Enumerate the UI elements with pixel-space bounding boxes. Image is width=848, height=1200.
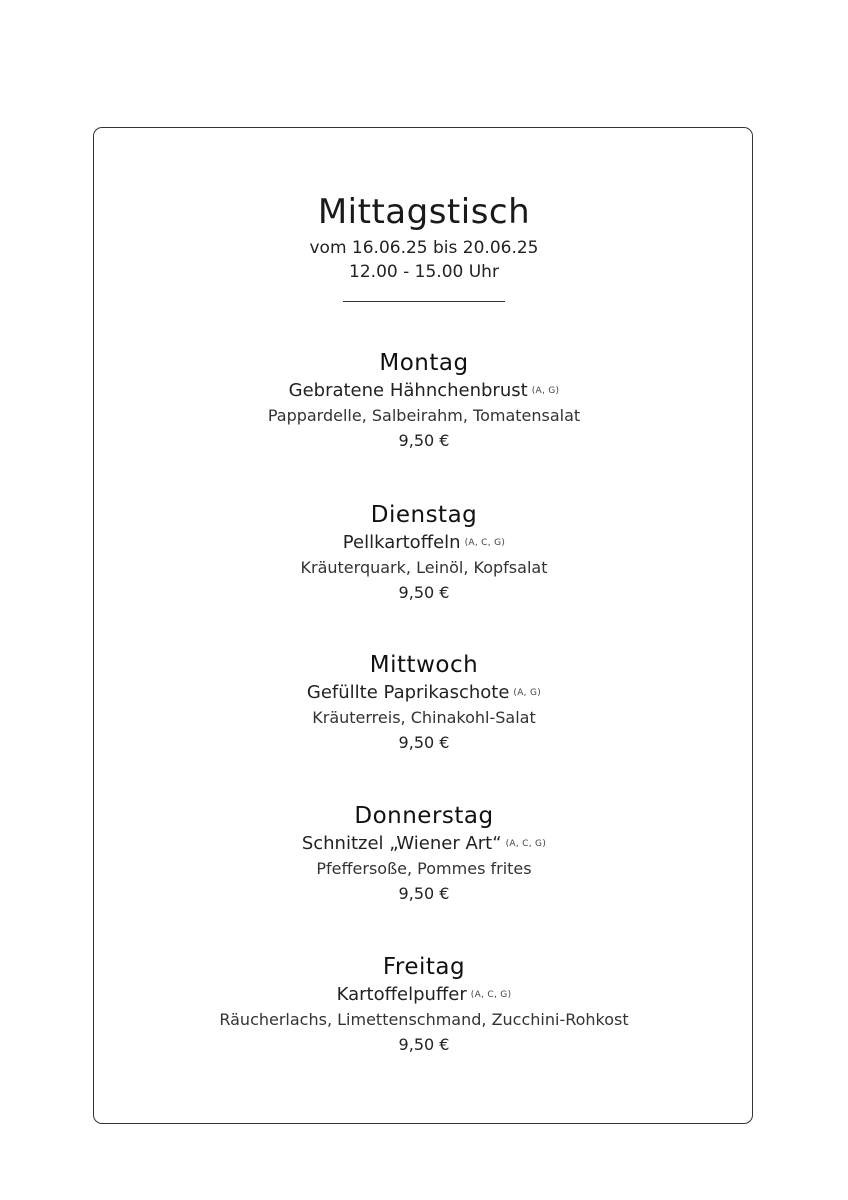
day-name: Dienstag — [370, 502, 478, 528]
dish-price: 9,50 € — [398, 1035, 450, 1054]
day-block-montag — [0, 348, 848, 454]
dish-sides: Pappardelle, Salbeirahm, Tomatensalat — [267, 406, 581, 425]
dish-price: 9,50 € — [398, 884, 450, 903]
day-block-dienstag — [0, 500, 848, 606]
day-name: Donnerstag — [354, 803, 494, 829]
day-name: Montag — [379, 350, 469, 376]
allergen-codes: (A, G) — [531, 386, 560, 396]
date-range: vom 16.06.25 bis 20.06.25 — [309, 238, 539, 258]
dish-sides: Kräuterquark, Leinöl, Kopfsalat — [300, 558, 548, 577]
allergen-codes: (A, G) — [513, 688, 542, 698]
dish-name: Gefüllte Paprikaschote — [306, 682, 510, 703]
day-block-freitag — [0, 952, 848, 1058]
dish-sides: Räucherlachs, Limettenschmand, Zucchini-Rohkost — [219, 1010, 629, 1029]
dish-name: Kartoffelpuffer — [336, 984, 467, 1005]
allergen-codes: (A, C, G) — [470, 990, 512, 1000]
dish-price: 9,50 € — [398, 733, 450, 752]
dish-line — [0, 530, 848, 556]
dish-line — [0, 680, 848, 706]
dish-name: Pellkartoffeln — [342, 532, 461, 553]
menu-title: Mittagstisch — [317, 192, 531, 232]
dish-line — [0, 982, 848, 1008]
day-name: Freitag — [382, 954, 466, 980]
allergen-codes: (A, C, G) — [505, 839, 547, 849]
dish-line — [0, 378, 848, 404]
day-block-mittwoch — [0, 650, 848, 756]
dish-name: Schnitzel „Wiener Art“ — [301, 833, 502, 854]
dish-line — [0, 831, 848, 857]
day-name: Mittwoch — [369, 652, 479, 678]
dish-sides: Pfeffersoße, Pommes frites — [316, 859, 532, 878]
day-block-donnerstag — [0, 801, 848, 907]
dish-price: 9,50 € — [398, 431, 450, 450]
dish-price: 9,50 € — [398, 583, 450, 602]
allergen-codes: (A, C, G) — [464, 538, 506, 548]
dish-sides: Kräuterreis, Chinakohl-Salat — [312, 708, 536, 727]
serving-hours: 12.00 - 15.00 Uhr — [349, 262, 499, 282]
dish-name: Gebratene Hähnchenbrust — [288, 380, 528, 401]
title-divider — [343, 301, 505, 302]
